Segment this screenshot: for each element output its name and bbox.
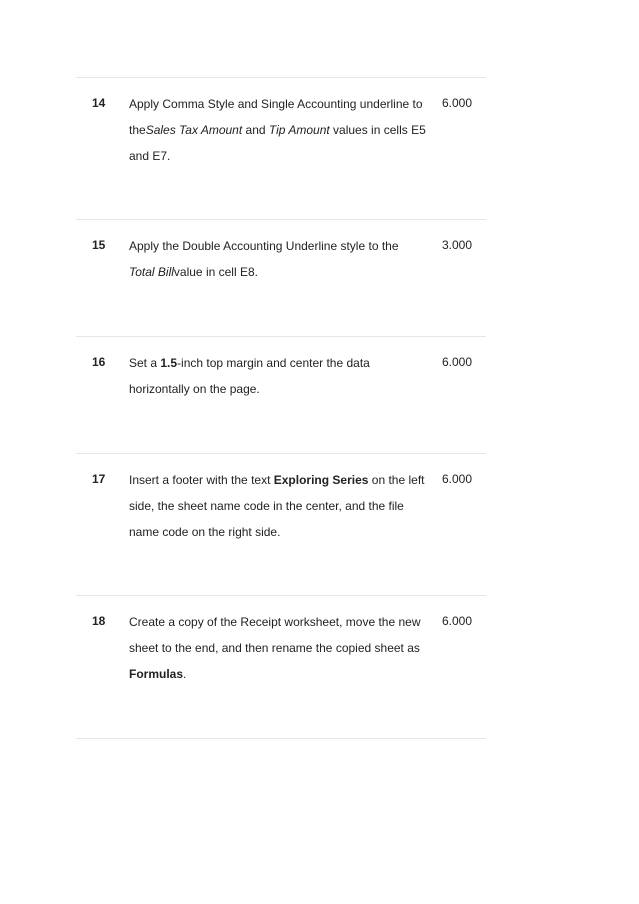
step-number: 15 bbox=[92, 238, 106, 252]
bold-text: 1.5 bbox=[160, 356, 178, 370]
description-line bbox=[129, 376, 429, 402]
step-description bbox=[129, 609, 429, 687]
text-run: Create a copy of the Receipt worksheet, move the new bbox=[129, 615, 421, 629]
points-value: 6.000 bbox=[442, 472, 473, 486]
table-row bbox=[76, 220, 486, 337]
description-line bbox=[129, 233, 429, 259]
description-line bbox=[129, 635, 429, 661]
bold-text: Exploring Series bbox=[273, 473, 369, 487]
text-run: the bbox=[129, 123, 146, 137]
text-run: Apply the Double Accounting Underline style to the bbox=[129, 239, 399, 253]
step-number: 18 bbox=[92, 614, 106, 628]
description-line bbox=[129, 467, 429, 493]
step-description bbox=[129, 467, 429, 545]
points-value: 6.000 bbox=[442, 355, 473, 369]
text-run: horizontally on the page. bbox=[129, 382, 260, 396]
step-description bbox=[129, 91, 429, 169]
points-value: 6.000 bbox=[442, 614, 473, 628]
description-line bbox=[129, 519, 429, 545]
italic-text: Sales Tax Amount bbox=[145, 123, 243, 137]
text-run: . bbox=[183, 667, 187, 681]
points-value: 3.000 bbox=[442, 238, 473, 252]
description-line bbox=[129, 661, 429, 687]
text-run: Insert a footer with the text bbox=[129, 473, 274, 487]
text-run: -inch top margin and center the data bbox=[177, 356, 370, 370]
italic-text: Tip Amount bbox=[268, 123, 330, 137]
instructions-table bbox=[76, 77, 486, 739]
text-run: value in cell E8. bbox=[173, 265, 258, 279]
text-run: Set a bbox=[129, 356, 161, 370]
bold-text: Formulas bbox=[129, 667, 184, 681]
text-run: Apply Comma Style and Single Accounting underline to bbox=[129, 97, 423, 111]
step-number: 14 bbox=[92, 96, 106, 110]
description-line bbox=[129, 117, 429, 143]
description-line bbox=[129, 350, 429, 376]
table-row bbox=[76, 337, 486, 454]
text-run: side, the sheet name code in the center, and the file bbox=[129, 499, 404, 513]
table-row bbox=[76, 454, 486, 596]
italic-text: Total Bill bbox=[129, 265, 174, 279]
step-number: 17 bbox=[92, 472, 106, 486]
table-row bbox=[76, 596, 486, 739]
description-line bbox=[129, 259, 429, 285]
text-run: and E7. bbox=[129, 149, 171, 163]
step-description bbox=[129, 233, 429, 285]
step-description bbox=[129, 350, 429, 402]
text-run: on the left bbox=[368, 473, 425, 487]
description-line bbox=[129, 609, 429, 635]
description-line bbox=[129, 493, 429, 519]
step-number: 16 bbox=[92, 355, 106, 369]
description-line bbox=[129, 91, 429, 117]
description-line bbox=[129, 143, 429, 169]
text-run: sheet to the end, and then rename the copied sheet as bbox=[129, 641, 420, 655]
text-run: values in cells E5 bbox=[329, 123, 426, 137]
text-run: name code on the right side. bbox=[129, 525, 281, 539]
points-value: 6.000 bbox=[442, 96, 473, 110]
table-row bbox=[76, 78, 486, 220]
text-run: and bbox=[242, 123, 269, 137]
